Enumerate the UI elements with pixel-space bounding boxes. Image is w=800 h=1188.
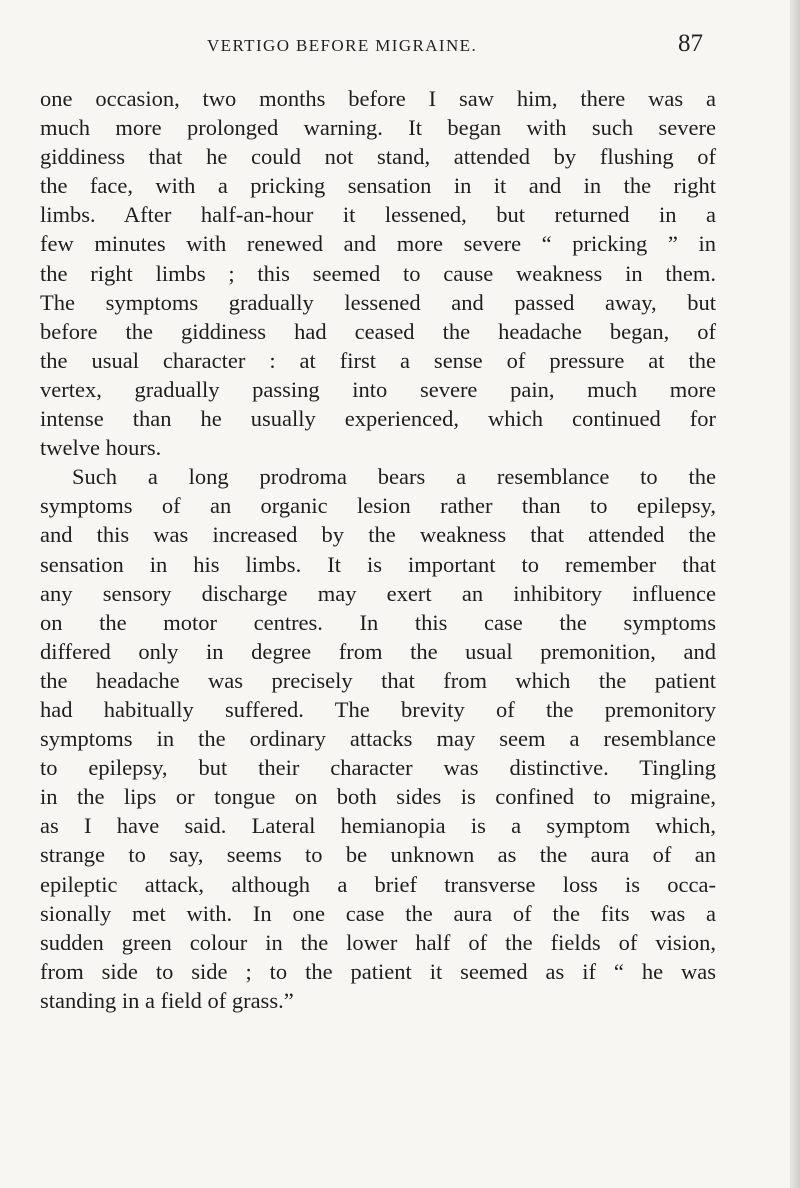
page-number: 87	[678, 30, 703, 57]
text-line: from side to side ; to the patient it seemed as if “ he was	[40, 958, 716, 984]
text-line: standing in a field of grass.”	[40, 987, 294, 1013]
text-line: in the lips or tongue on both sides is confined to migraine,	[40, 784, 716, 810]
body-text	[40, 84, 716, 1015]
text-line: intense than he usually experienced, which continued for	[40, 406, 716, 432]
text-line: the face, with a pricking sensation in it and in the right	[40, 173, 716, 199]
text-line: sensation in his limbs. It is important to remember that	[40, 551, 716, 577]
text-line: The symptoms gradually lessened and passed away, but	[40, 289, 716, 315]
text-line: as I have said. Lateral hemianopia is a symptom which,	[40, 813, 716, 839]
text-line: sudden green colour in the lower half of the fields of vision,	[40, 929, 716, 955]
text-line: Such a long prodroma bears a resemblance to the	[72, 464, 716, 490]
text-line: much more prolonged warning. It began with such severe	[40, 115, 716, 141]
text-line: and this was increased by the weakness that attended the	[40, 522, 716, 548]
text-line: to epilepsy, but their character was distinctive. Tingling	[40, 755, 716, 781]
paragraph-2	[40, 462, 716, 1015]
text-line: limbs. After half-an-hour it lessened, but returned in a	[40, 202, 716, 228]
running-header-title: VERTIGO BEFORE MIGRAINE.	[207, 36, 478, 55]
text-line: any sensory discharge may exert an inhibitory influence	[40, 580, 716, 606]
text-line: giddiness that he could not stand, attended by flushing of	[40, 144, 716, 170]
text-line: symptoms of an organic lesion rather than to epilepsy,	[40, 493, 716, 519]
text-line: sionally met with. In one case the aura of the fits was a	[40, 900, 716, 926]
text-line: strange to say, seems to be unknown as the aura of an	[40, 842, 716, 868]
text-line: had habitually suffered. The brevity of the premonitory	[40, 696, 716, 722]
text-line: differed only in degree from the usual premonition, and	[40, 638, 716, 664]
text-line: on the motor centres. In this case the symptoms	[40, 609, 716, 635]
text-line: twelve hours.	[40, 435, 162, 461]
text-line: the right limbs ; this seemed to cause weakness in them.	[40, 260, 716, 286]
text-line: one occasion, two months before I saw him, there was a	[40, 86, 716, 111]
text-line: the headache was precisely that from which the patient	[40, 667, 716, 693]
page-edge-shadow	[790, 0, 800, 1188]
text-line: few minutes with renewed and more severe “ pricking ” in	[40, 231, 716, 257]
paragraph-1	[40, 84, 716, 462]
text-line: vertex, gradually passing into severe pain, much more	[40, 376, 716, 402]
text-line: before the giddiness had ceased the headache began, of	[40, 318, 716, 344]
text-line: symptoms in the ordinary attacks may seem a resemblance	[40, 726, 716, 752]
text-line: the usual character : at first a sense of pressure at the	[40, 347, 716, 373]
text-line: epileptic attack, although a brief transverse loss is occa-	[40, 871, 716, 897]
